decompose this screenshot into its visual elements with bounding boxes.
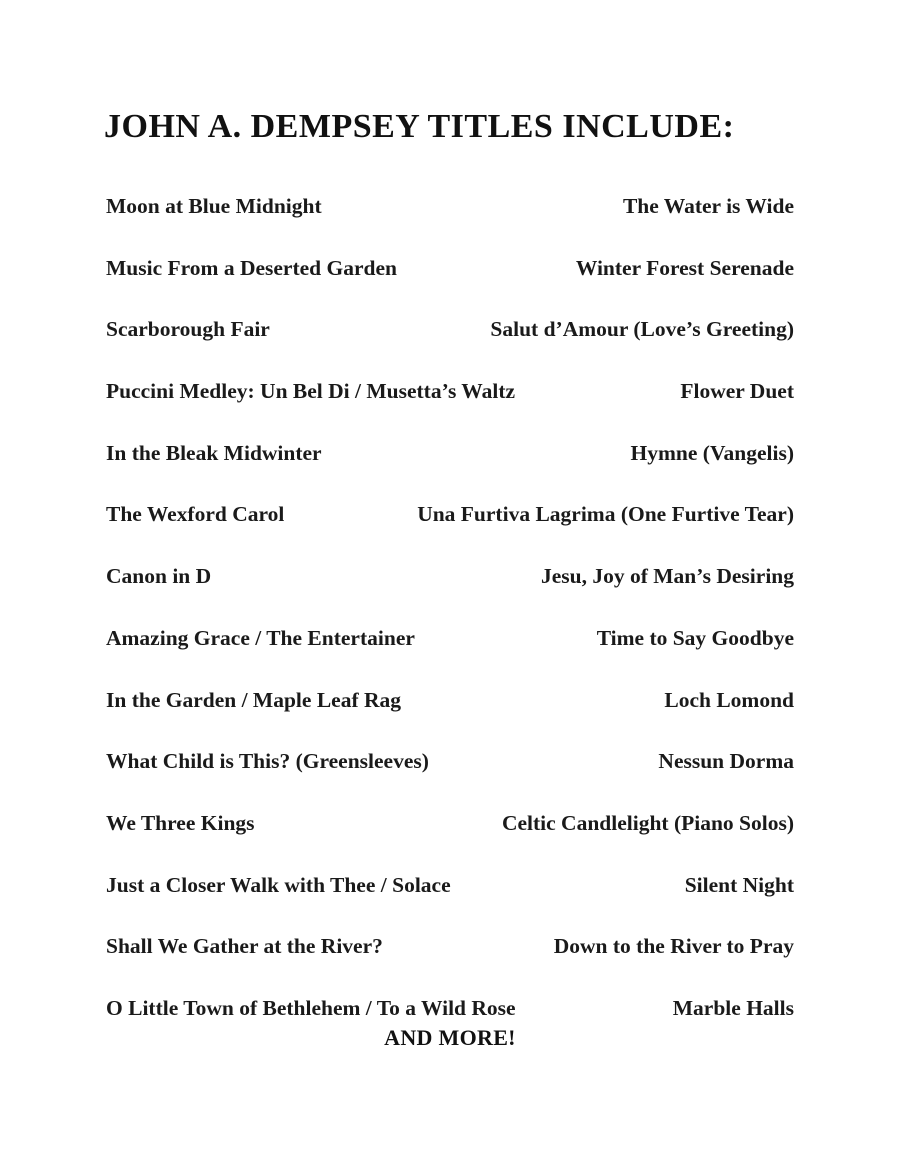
title-row <box>106 745 794 807</box>
title-left: Music From a Deserted Garden <box>106 255 397 280</box>
title-right: Nessun Dorma <box>658 749 794 774</box>
title-row <box>106 313 794 375</box>
title-right: Silent Night <box>684 872 794 897</box>
title-right: Down to the River to Pray <box>553 934 794 959</box>
title-row <box>106 437 794 499</box>
title-left: Shall We Gather at the River? <box>106 934 383 959</box>
title-row <box>106 560 794 622</box>
title-row <box>106 930 794 992</box>
title-row <box>106 498 794 560</box>
title-right: Jesu, Joy of Man’s Desiring <box>540 564 794 589</box>
title-left: Canon in D <box>106 564 212 589</box>
title-right: Salut d’Amour (Love’s Greeting) <box>490 317 794 342</box>
title-left: We Three Kings <box>106 810 255 835</box>
title-row <box>106 869 794 931</box>
title-right: Winter Forest Serenade <box>575 255 794 280</box>
title-left: Moon at Blue Midnight <box>106 194 322 218</box>
title-left: In the Bleak Midwinter <box>106 440 322 465</box>
title-left: Scarborough Fair <box>106 317 270 342</box>
title-row <box>106 190 794 252</box>
title-row <box>106 807 794 869</box>
title-right: Flower Duet <box>680 379 794 404</box>
title-right: Loch Lomond <box>664 687 794 712</box>
title-row <box>106 375 794 437</box>
title-left: Just a Closer Walk with Thee / Solace <box>106 872 451 897</box>
title-left: Amazing Grace / The Entertainer <box>106 625 415 650</box>
title-left: What Child is This? (Greensleeves) <box>106 749 429 774</box>
title-left: The Wexford Carol <box>106 502 285 527</box>
title-right: Marble Halls <box>672 995 794 1020</box>
title-right: Celtic Candlelight (Piano Solos) <box>501 810 794 835</box>
title-left: O Little Town of Bethlehem / To a Wild Rose <box>106 995 516 1020</box>
title-left: In the Garden / Maple Leaf Rag <box>106 687 402 712</box>
title-row <box>106 622 794 684</box>
title-left: Puccini Medley: Un Bel Di / Musetta’s Waltz <box>106 379 516 404</box>
title-right: Hymne (Vangelis) <box>630 440 794 465</box>
and-more-footer: AND MORE! <box>384 1025 516 1050</box>
title-row <box>106 684 794 746</box>
title-row <box>106 252 794 314</box>
title-right: Time to Say Goodbye <box>596 625 794 650</box>
title-right: The Water is Wide <box>622 194 794 218</box>
title-right: Una Furtiva Lagrima (One Furtive Tear) <box>417 502 794 527</box>
page-title: JOHN A. DEMPSEY TITLES INCLUDE: <box>104 108 735 145</box>
titles-list <box>106 190 794 1054</box>
